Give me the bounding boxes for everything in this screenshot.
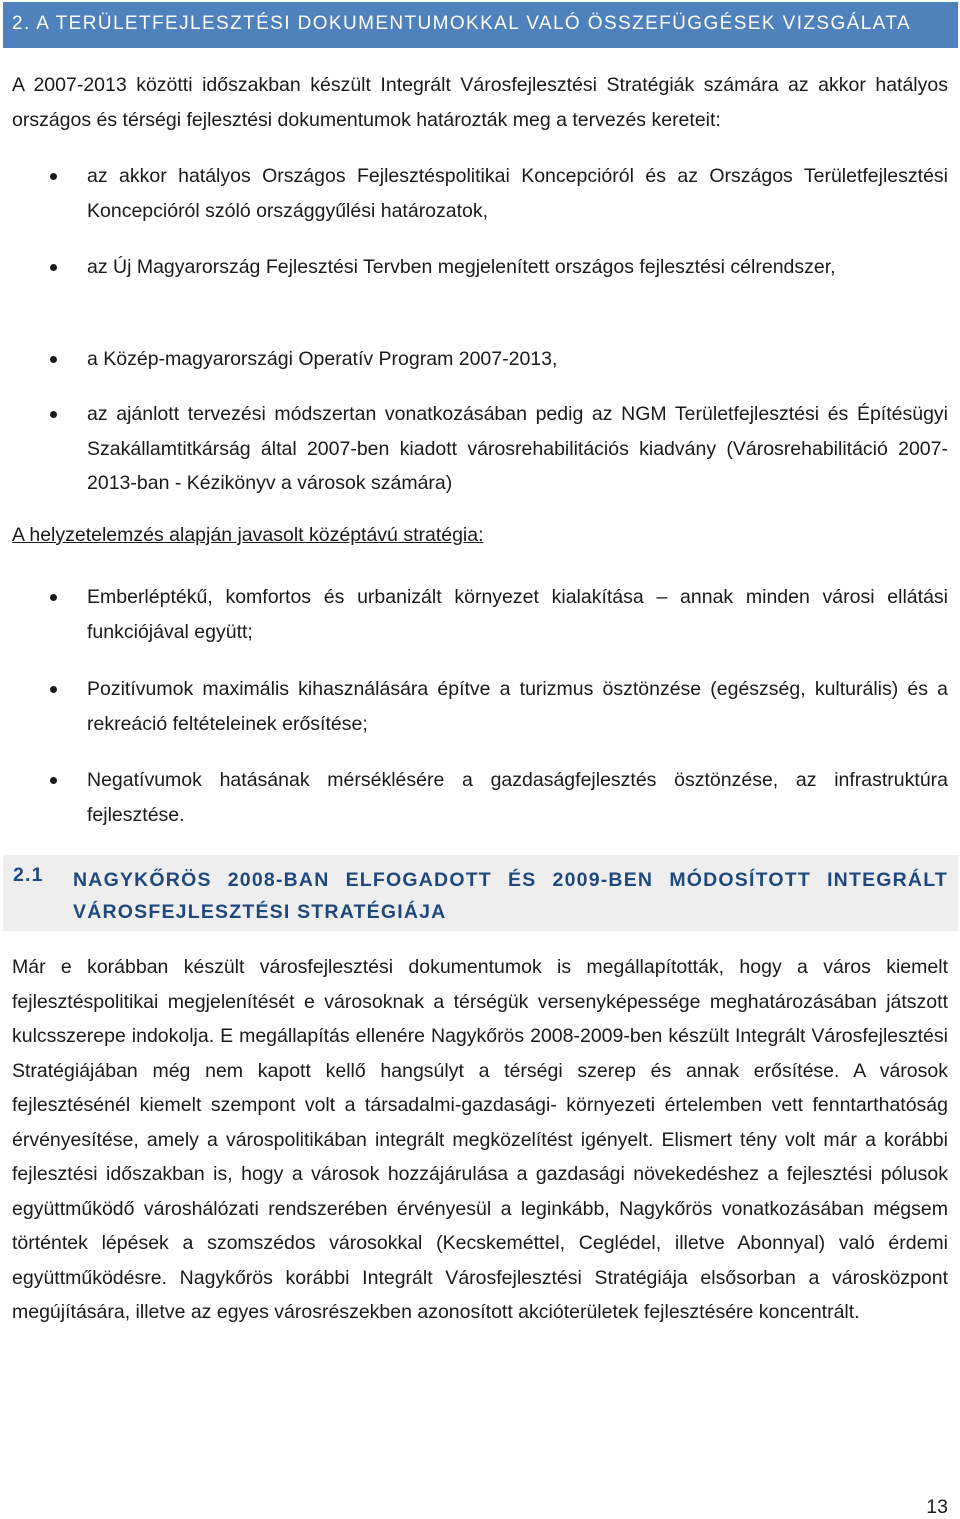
body-paragraph: Már e korábban készült városfejlesztési dokumentumok is megállapították, hogy a város kiemelt fejlesztéspolitikai megjelenítését e városoknak a térségük versenyképessége meghatározásában játszott kulcsszerepe indokolja. E megállapítás ellenére Nagykőrös 2008-2009-ben készült Integrált Városfejlesztési Stratégiájában még nem kapott kellő hangsúlyt a térségi szerep és annak erősítése. A városok fejlesztésénél kiemelt szempont volt a társadalmi-gazdasági- környezeti értelemben vett fenntarthatóság érvényesítése, amely a várospolitikában integrált megközelítést igényelt. Elismert tény volt már a korábbi fejlesztési időszakban is, hogy a városok hozzájárulása a gazdasági növekedéshez a fejlesztési pólusok együttműködő városhálózati rendszerében érvényesül a leginkább, Nagykőrös vonatkozásában mégsem történtek lépések a szomszédos városokkal (Kecskeméttel, Ceglédel, illetve Abonnyal) való érdemi együttműködésre. Nagykőrös korábbi Integrált Városfejlesztési Stratégiája elsősorban a városközpont megújítására, illetve az egyes városrészekben azonosított akcióterületek fejlesztésére koncentrált.	[12, 956, 948, 1323]
section-heading	[3, 855, 958, 931]
strategy-list-item: Negatívumok hatásának mérséklésére a gazdaságfejlesztés ösztönzése, az infrastruktúra fejlesztése.	[87, 763, 948, 832]
strategy-list-item: Emberléptékű, komfortos és urbanizált környezet kialakítása – annak minden városi ellátási funkciójával együtt;	[87, 580, 948, 649]
framework-list-item: a Közép-magyarországi Operatív Program 2007-2013,	[87, 342, 948, 377]
section-title: NAGYKŐRÖS 2008-BAN ELFOGADOTT ÉS 2009-BEN MÓDOSÍTOTT INTEGRÁLT VÁROSFEJLESZTÉSI STRATÉGIÁJA	[73, 869, 948, 923]
section-number: 2.1	[13, 864, 44, 886]
strategy-subheading: A helyzetelemzés alapján javasolt középtávú stratégia:	[12, 524, 484, 546]
strategy-list-item: Pozitívumok maximális kihasználására építve a turizmus ösztönzése (egészség, kulturális) és a rekreáció feltételeinek erősítése;	[87, 672, 948, 741]
main-heading: 2. A TERÜLETFEJLESZTÉSI DOKUMENTUMOKKAL VALÓ ÖSSZEFÜGGÉSEK VIZSGÁLATA	[3, 2, 958, 48]
page-number: 13	[926, 1496, 948, 1518]
framework-list-item: az akkor hatályos Országos Fejlesztéspolitikai Koncepcióról és az Országos Területfejlesztési Koncepcióról szóló országgyűlési határozatok,	[87, 159, 948, 228]
intro-paragraph: A 2007-2013 közötti időszakban készült Integrált Városfejlesztési Stratégiák számára az akkor hatályos országos és térségi fejlesztési dokumentumok határozták meg a tervezés kereteit:	[12, 74, 948, 131]
framework-list-item: az ajánlott tervezési módszertan vonatkozásában pedig az NGM Területfejlesztési és Építésügyi Szakállamtitkárság által 2007-ben kiadott városrehabilitációs kiadvány (Városrehabilitáció 2007-2013-ban - Kézikönyv a városok számára)	[87, 397, 948, 501]
framework-list-item: az Új Magyarország Fejlesztési Tervben megjelenített országos fejlesztési célrendszer,	[87, 250, 948, 285]
